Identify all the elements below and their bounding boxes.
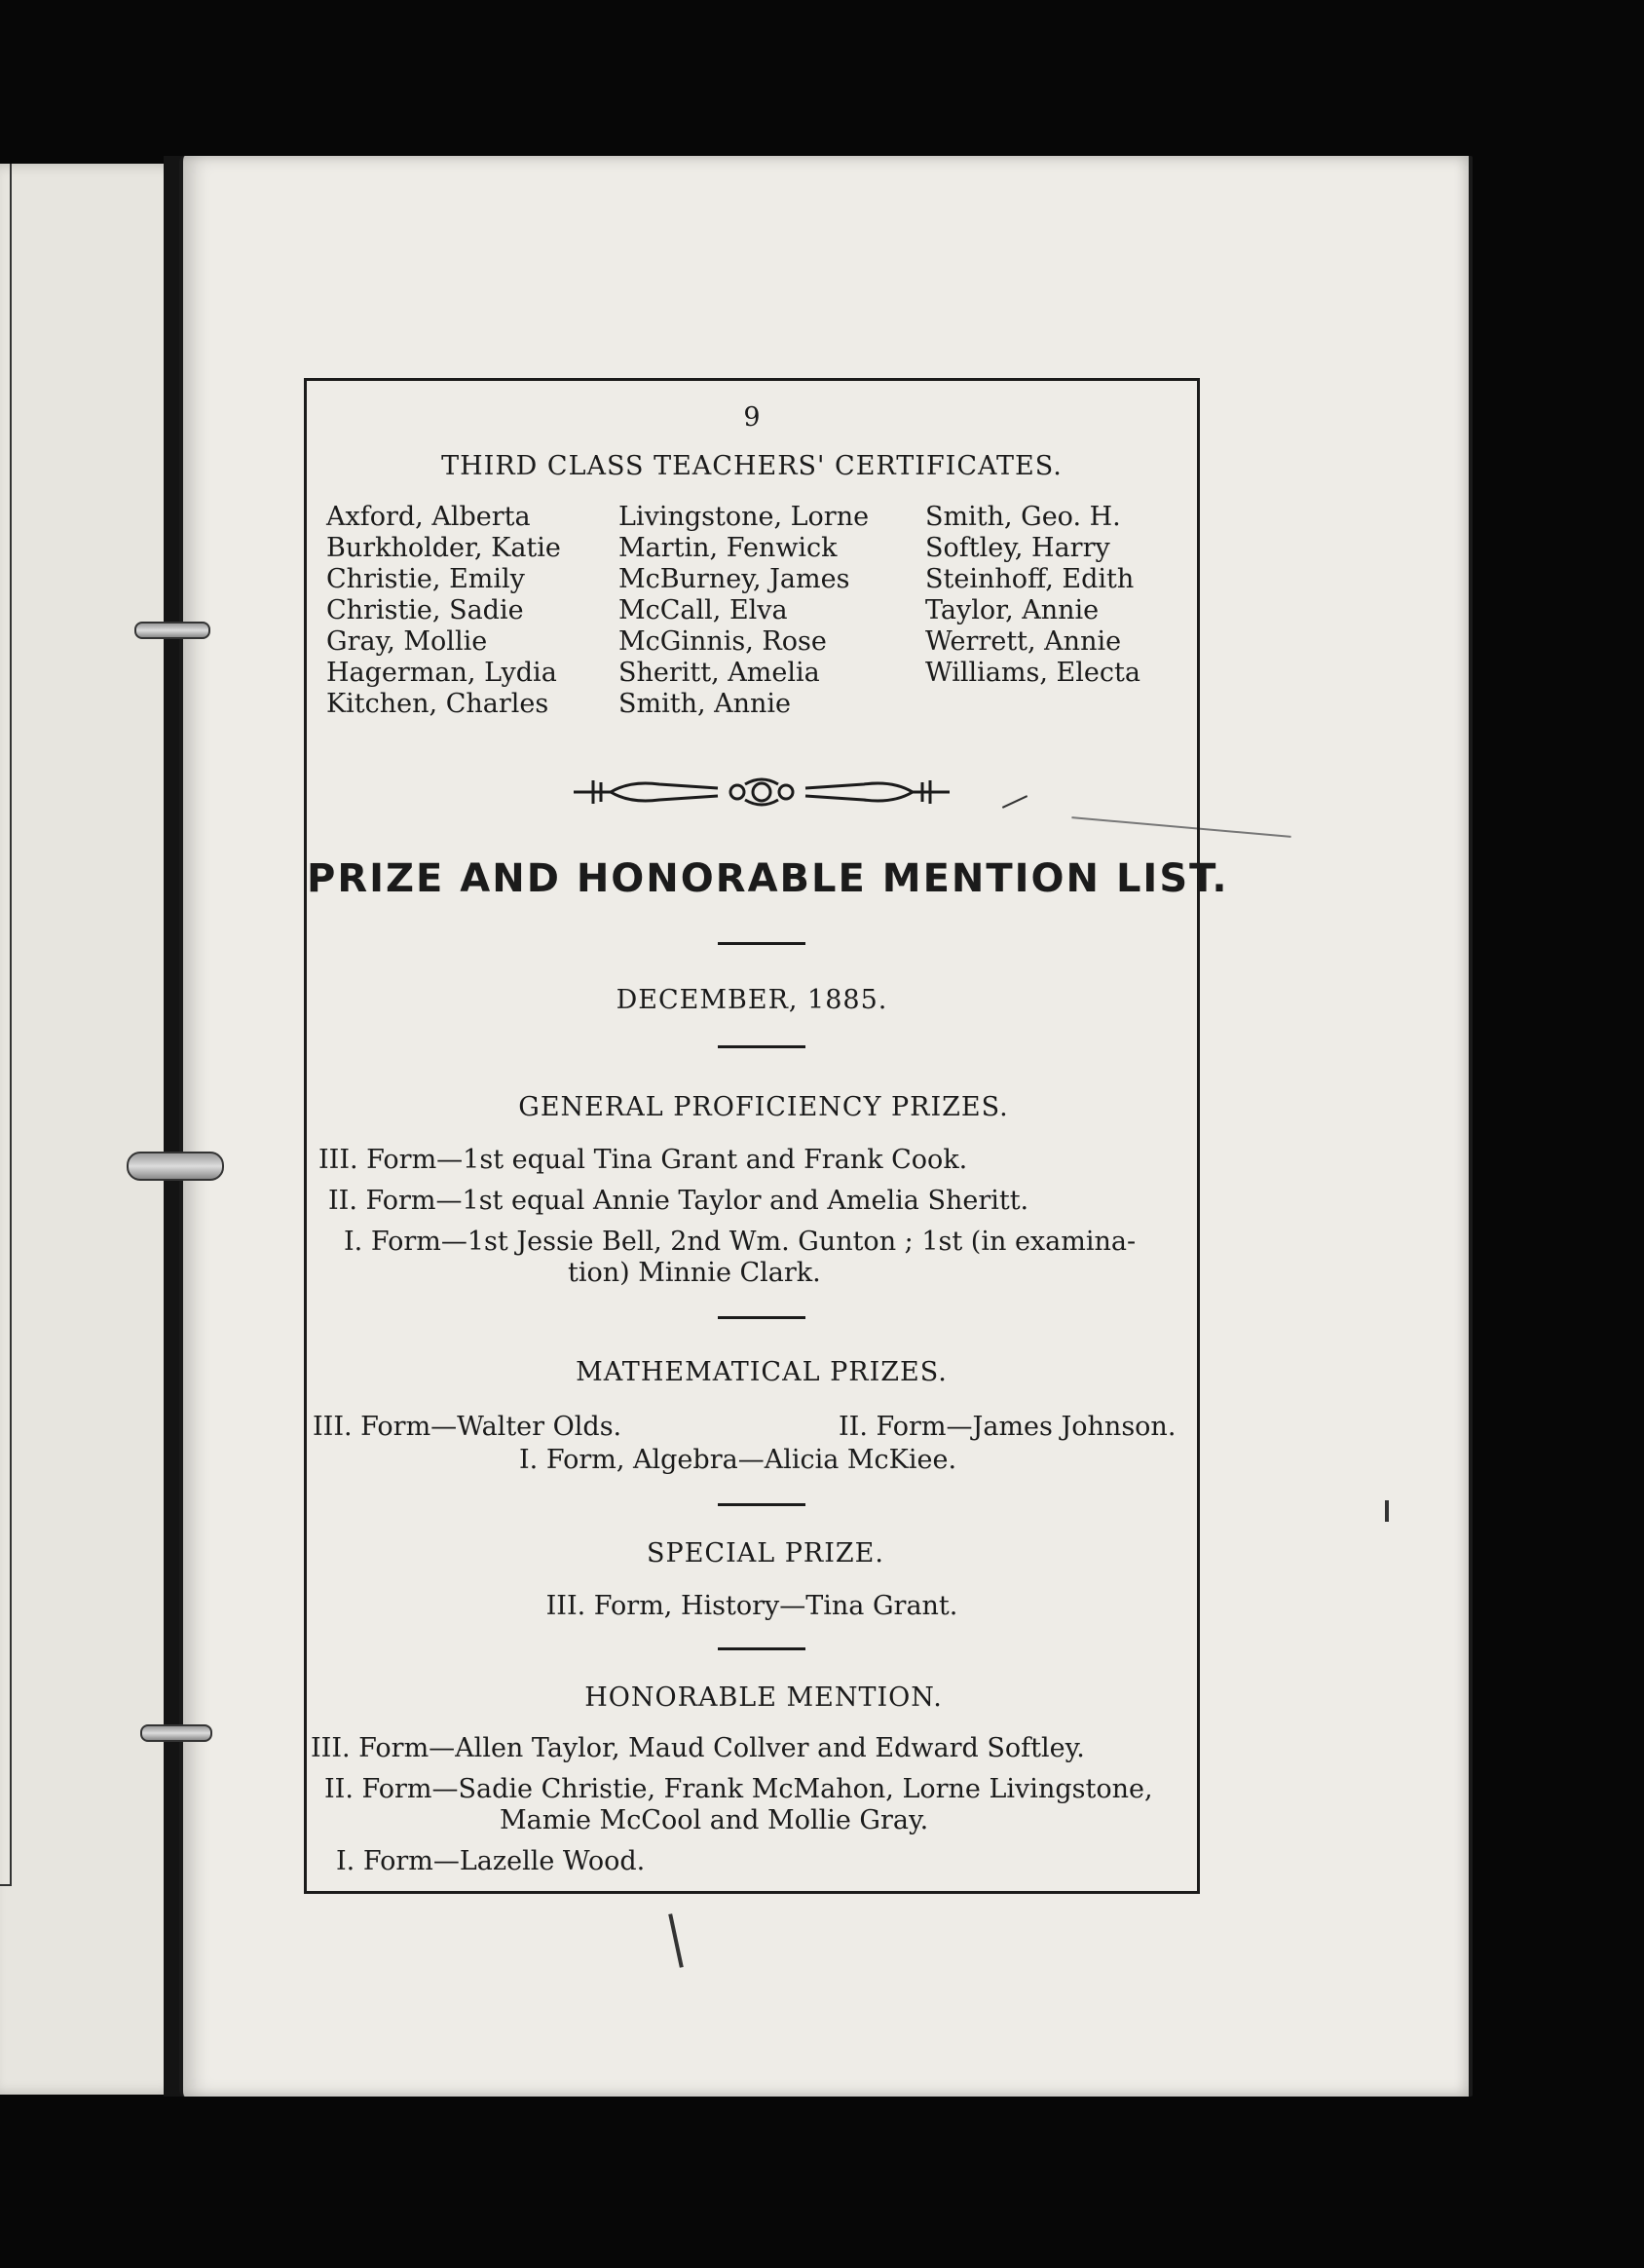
certificates-heading: THIRD CLASS TEACHERS' CERTIFICATES. xyxy=(441,451,1063,481)
name-entry: Burkholder, Katie xyxy=(326,533,561,563)
divider-rule xyxy=(718,1647,805,1650)
honorable-line-form-2-continuation: Mamie McCool and Mollie Gray. xyxy=(500,1805,929,1835)
previous-page-edge xyxy=(0,164,190,2095)
math-prize-form-2: II. Form—James Johnson. xyxy=(839,1412,1177,1442)
ornament-divider-icon xyxy=(572,773,952,812)
names-column-1 xyxy=(326,502,561,720)
name-entry: McGinnis, Rose xyxy=(618,626,827,657)
name-entry: McBurney, James xyxy=(618,564,850,594)
name-entry: Steinhoff, Edith xyxy=(925,564,1135,594)
names-column-2 xyxy=(618,502,869,720)
name-entry: Williams, Electa xyxy=(925,658,1140,688)
divider-rule xyxy=(718,1045,805,1048)
special-prize-line: III. Form, History—Tina Grant. xyxy=(545,1591,958,1621)
page-number: 9 xyxy=(743,402,761,433)
honorable-mention-heading: HONORABLE MENTION. xyxy=(584,1682,943,1713)
special-prize-heading: SPECIAL PRIZE. xyxy=(647,1538,884,1569)
general-prize-line-continuation: tion) Minnie Clark. xyxy=(568,1258,821,1288)
name-entry: Axford, Alberta xyxy=(326,502,531,532)
binding-staple-middle xyxy=(127,1152,224,1181)
name-entry: McCall, Elva xyxy=(618,595,788,625)
name-entry: Sheritt, Amelia xyxy=(618,658,820,688)
name-entry: Kitchen, Charles xyxy=(326,689,549,719)
name-entry: Smith, Annie xyxy=(618,689,792,719)
certificate-names xyxy=(326,502,1183,719)
divider-rule xyxy=(718,942,805,945)
page-content-frame xyxy=(304,378,1229,1894)
names-column-3 xyxy=(925,502,1140,689)
stray-mark xyxy=(1385,1500,1389,1522)
previous-page-border xyxy=(0,164,12,1886)
name-entry: Martin, Fenwick xyxy=(618,533,838,563)
honorable-line-form-2: II. Form—Sadie Christie, Frank McMahon, Lorne Livingstone, xyxy=(324,1774,1153,1804)
divider-rule xyxy=(718,1316,805,1319)
name-entry: Gray, Mollie xyxy=(326,626,488,657)
list-date: DECEMBER, 1885. xyxy=(616,985,888,1015)
prize-list-title: PRIZE AND HONORABLE MENTION LIST. xyxy=(307,856,1229,901)
name-entry: Werrett, Annie xyxy=(925,626,1122,657)
honorable-line-form-1: I. Form—Lazelle Wood. xyxy=(336,1846,646,1876)
binding-staple-bottom xyxy=(140,1724,212,1742)
name-entry: Softley, Harry xyxy=(925,533,1110,563)
name-entry: Livingstone, Lorne xyxy=(618,502,870,532)
name-entry: Hagerman, Lydia xyxy=(326,658,557,688)
divider-rule xyxy=(718,1503,805,1506)
general-prize-line-form-2: II. Form—1st equal Annie Taylor and Amelia Sheritt. xyxy=(328,1186,1029,1216)
mathematical-prizes-heading: MATHEMATICAL PRIZES. xyxy=(576,1357,948,1387)
math-prize-form-3: III. Form—Walter Olds. xyxy=(313,1412,622,1442)
name-entry: Christie, Emily xyxy=(326,564,525,594)
general-prize-line-form-3: III. Form—1st equal Tina Grant and Frank Cook. xyxy=(318,1145,968,1175)
math-prize-form-1-algebra: I. Form, Algebra—Alicia McKiee. xyxy=(519,1445,957,1475)
name-entry: Smith, Geo. H. xyxy=(925,502,1121,532)
honorable-line-form-3: III. Form—Allen Taylor, Maud Collver and Edward Softley. xyxy=(311,1733,1085,1763)
general-prize-line-form-1: I. Form—1st Jessie Bell, 2nd Wm. Gunton ; 1st (in examina- xyxy=(344,1227,1137,1257)
general-proficiency-heading: GENERAL PROFICIENCY PRIZES. xyxy=(518,1092,1009,1122)
binding-staple-top xyxy=(134,622,210,639)
name-entry: Taylor, Annie xyxy=(925,595,1100,625)
name-entry: Christie, Sadie xyxy=(326,595,524,625)
